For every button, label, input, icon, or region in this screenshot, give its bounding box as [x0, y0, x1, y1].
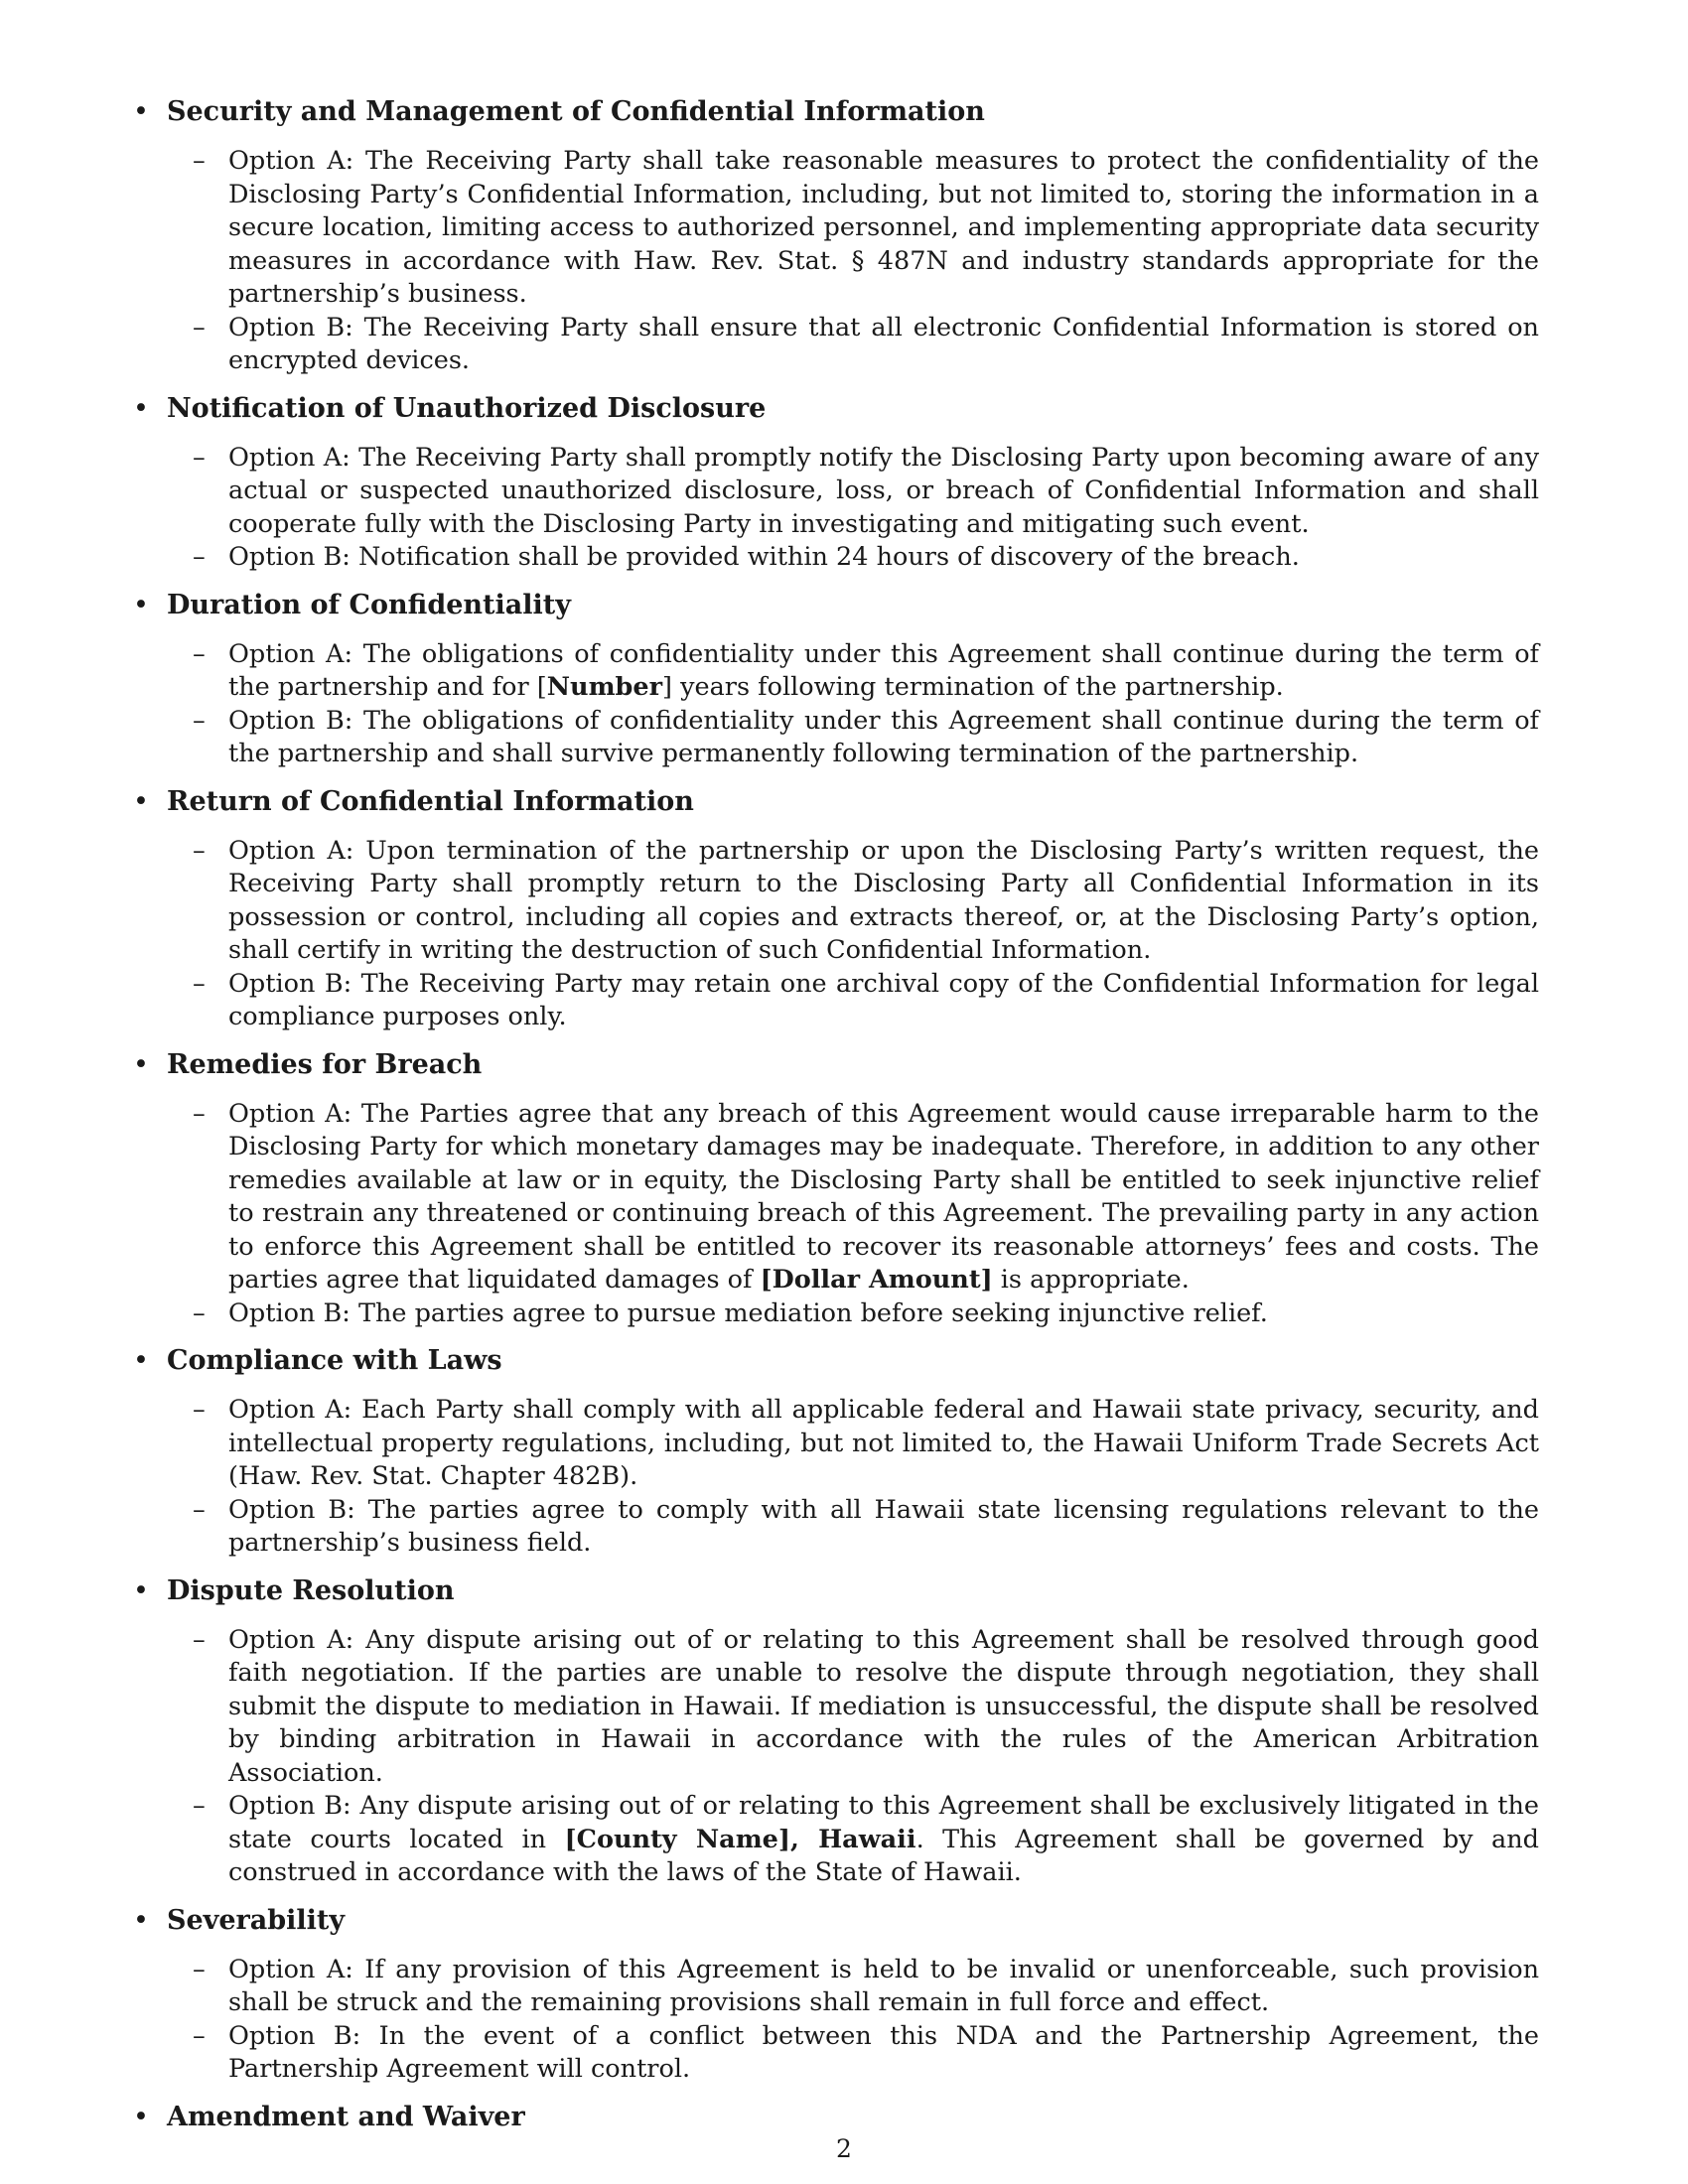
option-text: Option A: Each Party shall comply with all applicable federal and Hawaii state privacy, security, and intellectual property regulations, including, but not limited to, the Hawaii Uniform Trade Secrets Act (Haw. Rev. Stat. Chapter 482B).: [228, 1395, 1539, 1491]
clause-heading: Compliance with Laws: [167, 1345, 502, 1376]
option-item: [133, 145, 1539, 312]
clause-section: [133, 392, 1589, 575]
option-text: Option B: The Receiving Party shall ensure that all electronic Confidential Information is stored on encrypted devices.: [228, 312, 1539, 375]
option-item: [133, 541, 1539, 575]
dash-icon: –: [193, 146, 206, 176]
option-text: Option A: The Parties agree that any breach of this Agreement would cause irreparable harm to the Disclosing Party for which monetary damages may be inadequate. Therefore, in addition to any other remedies available at law or in equity, the Disclosing Party shall be entitled to seek injunctive relief to restrain any threatened or continuing breach of this Agreement. The prevailing party in any action to enforce this Agreement shall be entitled to recover its reasonable attorneys’ fees and costs. The parties agree that liquidated damages of: [228, 1098, 1539, 1295]
bullet-icon: •: [133, 785, 149, 817]
bullet-icon: •: [133, 1904, 149, 1936]
dash-icon: –: [193, 1494, 206, 1525]
bullet-icon: •: [133, 2101, 149, 2132]
option-text: Option A: If any provision of this Agreement is held to be invalid or unenforceable, such provision shall be struck and the remaining provisions shall remain in full force and effect.: [228, 1954, 1539, 2017]
option-text: Option B: In the event of a conflict between this NDA and the Partnership Agreement, the Partnership Agreement will control.: [228, 2020, 1539, 2084]
option-text: Option A: The Receiving Party shall take reasonable measures to protect the confidentiality of the Disclosing Party’s Confidential Information, including, but not limited to, storing the information in a secure location, limiting access to authorized personnel, and implementing appropriate data security measures in accordance with Haw. Rev. Stat. § 487N and industry standards appropriate for the partnership’s business.: [228, 146, 1539, 309]
clause-section: [133, 1574, 1589, 1890]
document-page: [133, 95, 1589, 2164]
option-list: [133, 145, 1589, 378]
bullet-icon: •: [133, 1048, 149, 1080]
option-text: Option B: The Receiving Party may retain one archival copy of the Confidential Information for legal compliance purposes only.: [228, 968, 1539, 1031]
option-item: [133, 1954, 1539, 2020]
option-item: [133, 312, 1539, 378]
clause-section: [133, 1344, 1589, 1561]
dash-icon: –: [193, 1395, 206, 1425]
dash-icon: –: [193, 1624, 206, 1655]
clause-section: [133, 95, 1589, 378]
dash-icon: –: [193, 638, 206, 669]
placeholder-field: [Dollar Amount]: [760, 1265, 993, 1295]
clause-heading: Security and Management of Confidential Information: [167, 96, 985, 127]
placeholder-field: [County Name], Hawaii: [564, 1824, 916, 1854]
option-item: [133, 638, 1539, 705]
bullet-icon: •: [133, 96, 149, 127]
option-list: [133, 1394, 1589, 1561]
option-text: Option B: The obligations of confidentiality under this Agreement shall continue during the term of the partnership and shall survive permanently following termination of the partnership.: [228, 705, 1539, 768]
option-text-suffix: is appropriate.: [992, 1265, 1190, 1295]
bullet-icon: •: [133, 589, 149, 620]
option-text-suffix: . This Agreement shall be governed by and construed in accordance with the laws of the State of Hawaii.: [228, 1824, 1539, 1887]
dash-icon: –: [193, 442, 206, 473]
clause-section: [133, 1048, 1589, 1331]
clause-heading: Remedies for Breach: [167, 1048, 483, 1080]
option-list: [133, 1954, 1589, 2087]
option-text: Option B: The parties agree to comply with all Hawaii state licensing regulations relevant to the partnership’s business field.: [228, 1494, 1539, 1558]
clause-heading: Severability: [167, 1904, 346, 1936]
option-item: [133, 835, 1539, 968]
option-item: [133, 1790, 1539, 1890]
option-item: [133, 1297, 1539, 1331]
placeholder-field: Number: [546, 672, 663, 702]
option-item: [133, 2020, 1539, 2087]
dash-icon: –: [193, 968, 206, 999]
dash-icon: –: [193, 705, 206, 736]
option-list: [133, 1624, 1589, 1890]
dash-icon: –: [193, 1954, 206, 1984]
option-text: Option A: The obligations of confidentiality under this Agreement shall continue during the term of the partnership and for [: [228, 638, 1539, 702]
clause-heading: Notification of Unauthorized Disclosure: [167, 392, 767, 424]
option-text: Option A: Upon termination of the partnership or upon the Disclosing Party’s written request, the Receiving Party shall promptly return to the Disclosing Party all Confidential Information in its possession or control, including all copies and extracts thereof, or, at the Disclosing Party’s option, shall certify in writing the destruction of such Confidential Information.: [228, 835, 1539, 965]
clause-section: [133, 1904, 1589, 2087]
clause-heading: Duration of Confidentiality: [167, 589, 571, 620]
option-item: [133, 1624, 1539, 1791]
option-text: Option B: The parties agree to pursue mediation before seeking injunctive relief.: [228, 1297, 1268, 1328]
option-item: [133, 1494, 1539, 1561]
dash-icon: –: [193, 2020, 206, 2051]
option-item: [133, 1394, 1539, 1494]
clause-section: [133, 785, 1589, 1034]
option-list: [133, 442, 1589, 575]
option-list: [133, 638, 1589, 771]
clause-heading: Return of Confidential Information: [167, 785, 694, 817]
option-item: [133, 968, 1539, 1034]
page-number: 2: [836, 2134, 852, 2163]
option-item: [133, 705, 1539, 771]
option-item: [133, 442, 1539, 542]
clause-heading: Amendment and Waiver: [167, 2101, 525, 2132]
dash-icon: –: [193, 1098, 206, 1129]
option-text: Option B: Any dispute arising out of or relating to this Agreement shall be exclusively litigated in the state courts located in: [228, 1791, 1539, 1854]
option-text: Option A: Any dispute arising out of or relating to this Agreement shall be resolved through good faith negotiation. If the parties are unable to resolve the dispute through negotiation, they shall submit the dispute to mediation in Hawaii. If mediation is unsuccessful, the dispute shall be resolved by binding arbitration in Hawaii in accordance with the rules of the American Arbitration Association.: [228, 1624, 1539, 1788]
option-item: [133, 1098, 1539, 1297]
option-list: [133, 1098, 1589, 1331]
option-text: Option B: Notification shall be provided within 24 hours of discovery of the breach.: [228, 542, 1300, 572]
clause-section: [133, 589, 1589, 771]
dash-icon: –: [193, 835, 206, 866]
bullet-icon: •: [133, 1574, 149, 1606]
option-text: Option A: The Receiving Party shall promptly notify the Disclosing Party upon becoming aware of any actual or suspected unauthorized disclosure, loss, or breach of Confidential Information and shall cooperate fully with the Disclosing Party in investigating and mitigating such event.: [228, 442, 1539, 539]
option-list: [133, 835, 1589, 1034]
dash-icon: –: [193, 1297, 206, 1328]
bullet-icon: •: [133, 392, 149, 424]
dash-icon: –: [193, 542, 206, 572]
dash-icon: –: [193, 1791, 206, 1821]
option-text-suffix: ] years following termination of the partnership.: [662, 672, 1284, 702]
bullet-icon: •: [133, 1345, 149, 1376]
clause-heading: Dispute Resolution: [167, 1574, 455, 1606]
dash-icon: –: [193, 312, 206, 342]
